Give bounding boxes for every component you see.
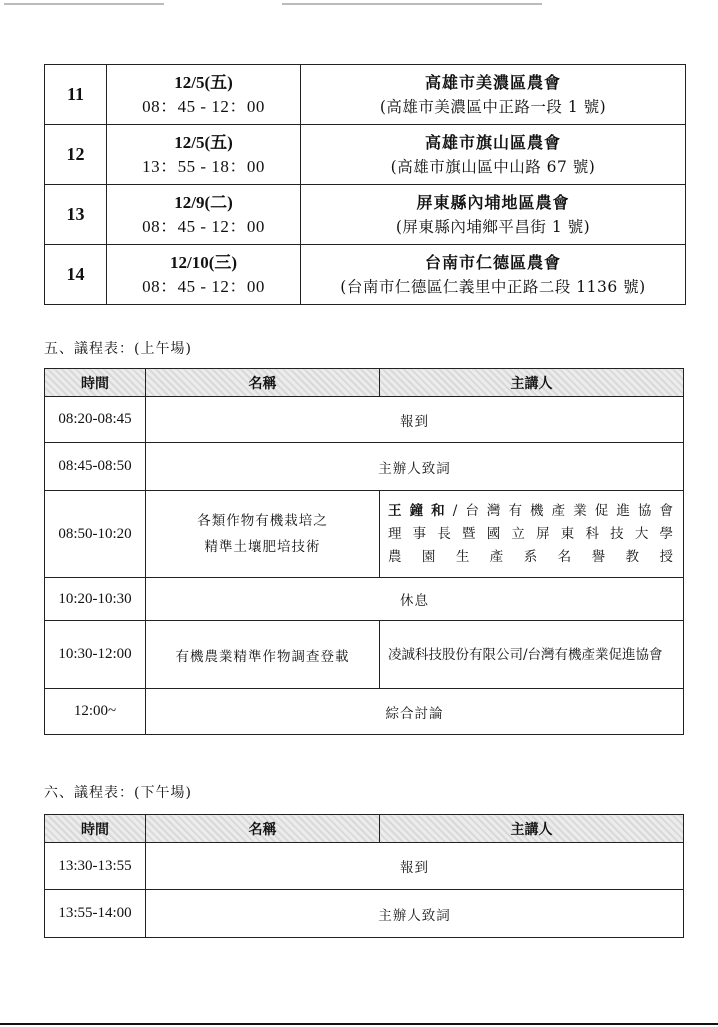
venue-address: (高雄市美濃區中正路一段 1 號) [379, 97, 607, 116]
venue-date: 12/9(二) [174, 192, 233, 212]
header-speaker: 主講人 [380, 369, 684, 397]
agenda-row [45, 890, 684, 938]
venue-datetime [107, 125, 301, 185]
venue-number: 13 [45, 185, 107, 245]
venue-location [301, 185, 686, 245]
agenda-item: 綜合討論 [146, 689, 684, 735]
venue-number: 14 [45, 245, 107, 305]
venue-date: 12/5(五) [174, 132, 233, 152]
speaker-line: 理事長暨國立屏東科技大學 [388, 525, 675, 542]
venue-name: 高雄市旗山區農會 [424, 132, 561, 152]
agenda-item: 報到 [146, 397, 684, 443]
venue-address: (屏東縣內埔鄉平昌街 1 號) [395, 217, 591, 236]
speaker-line: 農園生產系名譽教授 [388, 548, 675, 565]
agenda-time: 12:00~ [45, 689, 146, 735]
agenda-time: 08:50-10:20 [45, 491, 146, 578]
afternoon-agenda-table [44, 814, 684, 938]
morning-agenda-table [44, 368, 684, 735]
agenda-time: 13:55-14:00 [45, 890, 146, 938]
venue-time: 08：45 - 12：00 [142, 96, 265, 116]
agenda-topic-line: 精準土壤肥培技術 [204, 539, 321, 555]
venue-datetime [107, 65, 301, 125]
venue-date: 12/5(五) [174, 72, 233, 92]
venue-table [44, 64, 686, 305]
venue-time: 08：45 - 12：00 [142, 276, 265, 296]
header-name: 名稱 [146, 369, 380, 397]
venue-name: 高雄市美濃區農會 [424, 72, 561, 92]
venue-name: 台南市仁德區農會 [424, 252, 561, 272]
agenda-row [45, 578, 684, 621]
venue-time: 08：45 - 12：00 [142, 216, 265, 236]
venue-location [301, 245, 686, 305]
speaker-affiliation: /台灣有機產業促進協會 [452, 502, 675, 519]
agenda-row [45, 843, 684, 890]
venue-number: 11 [45, 65, 107, 125]
agenda-item: 休息 [146, 578, 684, 621]
agenda-topic [146, 491, 380, 578]
footer-rule [0, 1023, 718, 1025]
agenda-speaker: 凌誠科技股份有限公司/台灣有機產業促進協會 [380, 621, 684, 689]
venue-location [301, 65, 686, 125]
agenda-row [45, 397, 684, 443]
header-name: 名稱 [146, 815, 380, 843]
scan-artifact-marks [0, 2, 718, 6]
venue-address: (台南市仁德區仁義里中正路二段 1136 號) [340, 277, 646, 296]
venue-row [45, 65, 686, 125]
agenda-row [45, 689, 684, 735]
agenda-item: 主辦人致詞 [146, 890, 684, 938]
agenda-row [45, 443, 684, 491]
venue-datetime [107, 245, 301, 305]
speaker-name: 王鐘和 [388, 502, 453, 519]
venue-datetime [107, 185, 301, 245]
agenda-time: 10:20-10:30 [45, 578, 146, 621]
agenda-item: 報到 [146, 843, 684, 890]
agenda-row [45, 621, 684, 689]
venue-row [45, 185, 686, 245]
agenda-time: 08:45-08:50 [45, 443, 146, 491]
header-time: 時間 [45, 815, 146, 843]
venue-address: (高雄市旗山區中山路 67 號) [390, 157, 596, 176]
venue-name: 屏東縣內埔地區農會 [416, 192, 570, 212]
venue-location [301, 125, 686, 185]
header-time: 時間 [45, 369, 146, 397]
venue-row [45, 245, 686, 305]
venue-number: 12 [45, 125, 107, 185]
afternoon-agenda-title: 六、議程表：(下午場) [44, 785, 192, 801]
agenda-time: 10:30-12:00 [45, 621, 146, 689]
speaker-line [388, 500, 675, 523]
agenda-header-row [45, 369, 684, 397]
agenda-time: 08:20-08:45 [45, 397, 146, 443]
agenda-time: 13:30-13:55 [45, 843, 146, 890]
venue-time: 13：55 - 18：00 [142, 156, 265, 176]
morning-agenda-title: 五、議程表：(上午場) [44, 341, 192, 357]
venue-row [45, 125, 686, 185]
agenda-topic-line: 各類作物有機栽培之 [197, 513, 328, 529]
venue-date: 12/10(三) [169, 252, 238, 272]
header-speaker: 主講人 [380, 815, 684, 843]
agenda-row [45, 491, 684, 578]
agenda-header-row [45, 815, 684, 843]
agenda-topic: 有機農業精準作物調查登載 [146, 621, 380, 689]
agenda-speaker [380, 491, 684, 578]
agenda-item: 主辦人致詞 [146, 443, 684, 491]
